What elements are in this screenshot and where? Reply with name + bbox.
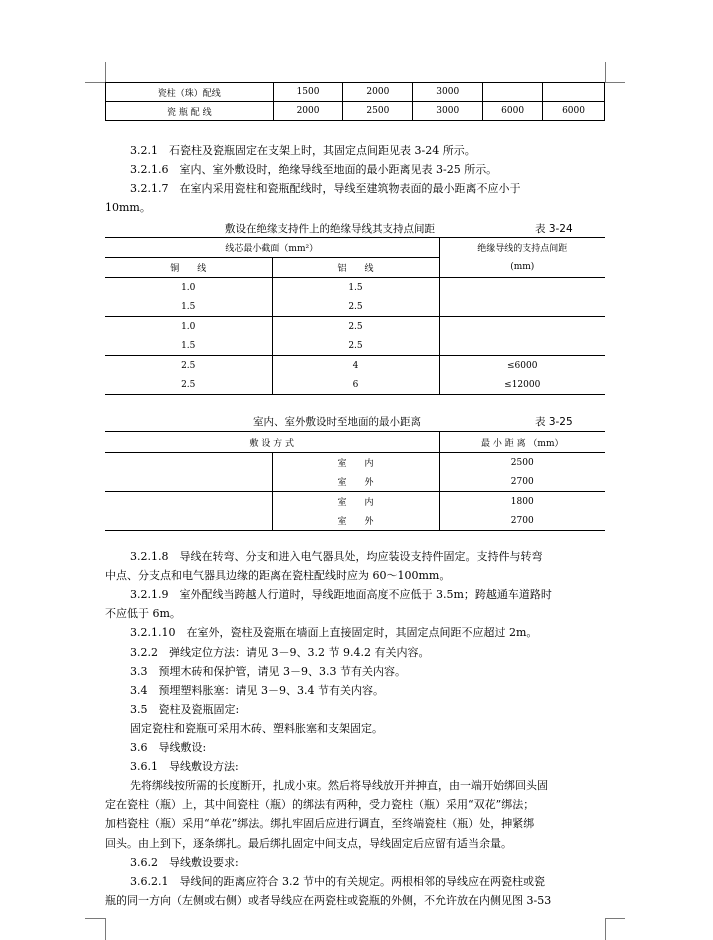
table-row	[105, 336, 605, 356]
table-number: 表 3-25	[535, 416, 573, 428]
table-24	[105, 237, 605, 395]
table-cell	[439, 278, 605, 298]
header-copper: 铜 线	[105, 258, 272, 278]
table-header-row	[105, 432, 605, 453]
paragraph-line: 3.6.1 导线敷设方法:	[130, 760, 239, 774]
table-cell: 室 外	[272, 472, 439, 492]
crop-mark-top-left-v	[105, 62, 106, 82]
table-header-row	[105, 258, 605, 278]
table-cell: 2000	[273, 102, 343, 121]
header-method: 敷 设 方 式	[105, 432, 439, 453]
table-row	[105, 375, 605, 395]
continued-table	[105, 82, 605, 121]
paragraph-line: 3.5 瓷柱及瓷瓶固定:	[130, 702, 240, 716]
table-row	[106, 102, 605, 121]
table-cell: 2500	[510, 457, 534, 468]
row-label: 瓷柱（珠）配线	[106, 83, 274, 102]
table-cell: 2000	[343, 83, 413, 102]
paragraph: 10mm。	[105, 201, 151, 214]
table-cell: 2.5	[105, 356, 272, 376]
table-cell: 6000	[483, 102, 543, 121]
crop-mark-bottom-left-h	[85, 918, 105, 919]
table-cell: 2500	[343, 102, 413, 121]
table-cell: 6	[272, 375, 439, 395]
paragraph-line: 3.2.2 弹线定位方法：请见 3－9、3.2 节 9.4.2 有关内容。	[130, 645, 430, 659]
table-cell: 2.5	[105, 375, 272, 395]
table-cell: 室 内	[272, 453, 439, 473]
table-cell: 1500	[273, 83, 343, 102]
paragraph: 3.2.1.7 在室内采用瓷柱和瓷瓶配线时，导线至建筑物表面的最小距离不应小于	[130, 182, 521, 195]
table-cell: ≤12000	[439, 375, 605, 395]
paragraph-line: 3.3 预埋木砖和保护管，请见 3－9、3.3 节有关内容。	[130, 664, 406, 678]
paragraph-line: 3.4 预埋塑料胀塞：请见 3－9、3.4 节有关内容。	[130, 683, 384, 697]
table-cell: 2.5	[272, 297, 439, 317]
table-cell: 6000	[543, 102, 605, 121]
paragraph-line: 中点、分支点和电气器具边缘的距离在瓷柱配线时应为 60～100mm。	[105, 569, 451, 583]
paragraph-line: 不应低于 6m。	[105, 607, 181, 621]
paragraph-line: 3.2.1.8 导线在转弯、分支和进入电气器具处，均应装设支持件固定。支持件与转弯	[130, 550, 543, 563]
table-cell: 1800	[510, 496, 534, 507]
crop-mark-top-right-h	[605, 82, 625, 83]
paragraph-line: 3.6.2.1 导线间的距离应符合 3.2 节中的有关规定。两根相邻的导线应在两瓷柱或瓷	[130, 874, 545, 888]
table-row	[105, 297, 605, 317]
crop-mark-top-left-h	[85, 82, 105, 83]
table-cell: 1.0	[105, 317, 272, 337]
header-aluminum: 铝 线	[272, 258, 439, 278]
paragraph-line: 定在瓷柱（瓶）上，其中间瓷柱（瓶）的绑法有两种，受力瓷柱（瓶）采用“双花”绑法；	[105, 798, 535, 812]
paragraph-line: 瓶的同一方向（左侧或右侧）或者导线应在两瓷柱或瓷瓶的外侧，不允许放在内侧见图 3-53	[105, 893, 552, 907]
header-cross-section: 线芯最小截面（mm²）	[105, 238, 439, 258]
table-row	[105, 453, 605, 473]
table-row	[105, 472, 605, 492]
table-cell: 室 外	[272, 511, 439, 531]
table-cell: ≤6000	[507, 360, 538, 371]
table-cell: 1.0	[105, 278, 272, 298]
row-label: 瓷 瓶 配 线	[106, 102, 274, 121]
table-row	[105, 317, 605, 337]
paragraph-line: 3.2.1.10 在室外，瓷柱及瓷瓶在墙面上直接固定时，其固定点间距不应超过 2m。	[130, 626, 538, 640]
crop-mark-bottom-right-v	[605, 918, 606, 940]
table-cell	[105, 453, 272, 473]
table-title: 敷设在绝缘支持件上的绝缘导线其支持点间距	[225, 223, 435, 235]
table-cell	[483, 83, 543, 102]
header-unit: (mm)	[439, 258, 605, 278]
table-row	[106, 83, 605, 102]
table-cell: 1.5	[105, 297, 272, 317]
paragraph-line: 3.6 导线敷设:	[130, 741, 207, 754]
table-row	[105, 278, 605, 298]
paragraph-line: 回头。由上到下，逐条绑扎。最后绑扎固定中间支点，导线固定后应留有适当余量。	[105, 836, 512, 850]
table-cell	[105, 472, 272, 492]
table-cell: 3000	[413, 83, 483, 102]
header-distance: 最 小 距 离 （mm）	[439, 432, 605, 453]
table-cell: 1.5	[105, 336, 272, 356]
paragraph-line: 3.6.2 导线敷设要求:	[130, 855, 239, 869]
table-cell: 1.5	[272, 278, 439, 298]
table-25	[105, 431, 605, 531]
crop-mark-bottom-left-v	[105, 918, 106, 940]
paragraph-line: 先将绑线按所需的长度断开，扎成小束。然后将导线放开并抻直，由一端开始绑回头固	[130, 779, 548, 793]
paragraph-line: 加档瓷柱（瓶）采用“单花”绑法。绑扎牢固后应进行调直，至终端瓷柱（瓶）处，抻紧绑	[105, 817, 535, 831]
table-title: 室内、室外敷设时至地面的最小距离	[253, 416, 421, 428]
table-cell: 4	[272, 356, 439, 376]
table-cell: 室 内	[272, 492, 439, 512]
paragraph: 3.2.1 石瓷柱及瓷瓶固定在支架上时，其固定点间距见表 3-24 所示。	[130, 144, 476, 157]
table-cell	[439, 336, 605, 356]
table-cell: 2700	[439, 511, 605, 531]
table-cell	[105, 492, 272, 512]
table-cell	[543, 83, 605, 102]
crop-mark-bottom-right-h	[605, 918, 625, 919]
paragraph: 3.2.1.6 室内、室外敷设时，绝缘导线至地面的最小距离见表 3-25 所示。	[130, 163, 498, 176]
table-row	[105, 356, 605, 376]
crop-mark-top-right-v	[605, 62, 606, 82]
table-cell	[439, 297, 605, 317]
table-cell: 2.5	[272, 336, 439, 356]
table-cell: 3000	[413, 102, 483, 121]
table-cell	[105, 511, 272, 531]
header-spacing: 绝缘导线的支持点间距	[439, 238, 605, 258]
table-row	[105, 492, 605, 512]
table-cell: 2700	[439, 472, 605, 492]
table-cell	[439, 317, 605, 337]
table-row	[105, 511, 605, 531]
paragraph-line: 3.2.1.9 室外配线当跨越人行道时，导线距地面高度不应低于 3.5m；跨越通车道路时	[130, 588, 552, 602]
paragraph-line: 固定瓷柱和瓷瓶可采用木砖、塑料胀塞和支架固定。	[130, 721, 383, 735]
table-number: 表 3-24	[535, 223, 573, 235]
table-cell: 2.5	[272, 317, 439, 337]
table-header-row	[105, 238, 605, 258]
